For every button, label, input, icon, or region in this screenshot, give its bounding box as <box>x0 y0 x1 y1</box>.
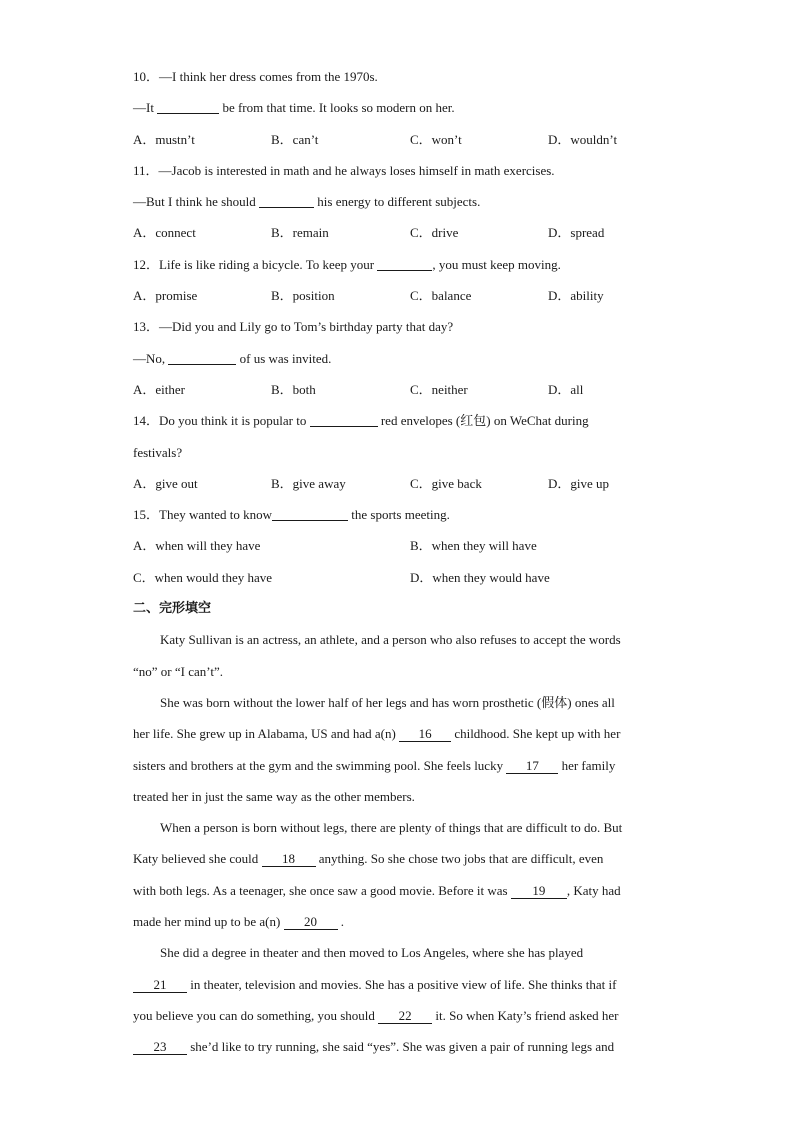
q10-option-b[interactable]: B．can’t <box>271 131 319 147</box>
passage-text: her life. She grew up in Alabama, US and had a(n) <box>133 726 396 742</box>
q12-stem <box>133 249 663 280</box>
passage-text: with both legs. As a teenager, she once saw a good movie. Before it was <box>133 882 508 898</box>
passage-p3-line2 <box>133 843 663 874</box>
cloze-blank-19[interactable]: 19 <box>511 884 567 899</box>
q11-option-a[interactable]: A．connect <box>133 225 196 241</box>
q10-line2-post: be from that time. It looks so modern on her. <box>222 100 455 116</box>
q15-stem-pre: 15．They wanted to know <box>133 507 273 523</box>
passage-text: it. So when Katy’s friend asked her <box>435 1007 619 1023</box>
q14-stem-line2-text: festivals? <box>133 444 183 460</box>
q11-line2 <box>133 186 663 217</box>
passage-p2-line4: treated her in just the same way as the other members. <box>133 788 415 804</box>
passage-text: anything. So she chose two jobs that are difficult, even <box>318 851 604 867</box>
q10-stem <box>133 61 663 92</box>
q15-option-c[interactable]: C．when would they have <box>133 569 273 585</box>
cloze-blank-21[interactable]: 21 <box>133 978 187 993</box>
cloze-blank-23[interactable]: 23 <box>133 1040 187 1055</box>
q15-option-b[interactable]: B．when they will have <box>410 538 537 554</box>
q12-option-d[interactable]: D．ability <box>548 288 604 304</box>
passage-text: childhood. She kept up with her <box>454 726 621 742</box>
cloze-blank-16[interactable]: 16 <box>399 727 451 742</box>
passage-text: her family <box>561 757 616 773</box>
q10-option-c[interactable]: C．won’t <box>410 131 462 147</box>
passage-p2-line1: She was born without the lower half of her legs and has worn prosthetic (假体) ones all <box>160 694 615 710</box>
q11-stem <box>133 155 663 186</box>
passage-text: you believe you can do something, you should <box>133 1007 375 1023</box>
passage-p2-line3 <box>133 750 663 781</box>
passage-text: sisters and brothers at the gym and the swimming pool. She feels lucky <box>133 757 504 773</box>
q14-option-d[interactable]: D．give up <box>548 475 610 491</box>
passage-text: made her mind up to be a(n) <box>133 914 281 930</box>
q13-line2-post: of us was invited. <box>239 350 332 366</box>
q14-option-a[interactable]: A．give out <box>133 475 198 491</box>
q10-option-d[interactable]: D．wouldn’t <box>548 131 618 147</box>
q13-option-a[interactable]: A．either <box>133 381 185 397</box>
cloze-blank-20[interactable]: 20 <box>284 915 338 930</box>
passage-text: in theater, television and movies. She has a positive view of life. She thinks that if <box>190 976 617 992</box>
q13-option-c[interactable]: C．neither <box>410 381 468 397</box>
q11-options <box>133 217 663 248</box>
passage-p1-line1: Katy Sullivan is an actress, an athlete, and a person who also refuses to accept the words <box>160 632 621 648</box>
q14-stem-post: red envelopes (红包) on WeChat during <box>380 413 589 429</box>
passage-text: Katy believed she could <box>133 851 259 867</box>
q15-options-row2 <box>133 562 663 593</box>
q12-stem-post: , you must keep moving. <box>432 256 561 272</box>
q10-answer-blank[interactable] <box>157 99 219 114</box>
q10-option-a[interactable]: A．mustn’t <box>133 131 195 147</box>
q15-option-a[interactable]: A．when will they have <box>133 538 261 554</box>
q13-line2 <box>133 343 663 374</box>
passage-p3-line1: When a person is born without legs, there are plenty of things that are difficult to do. But <box>160 820 623 836</box>
q14-answer-blank[interactable] <box>310 412 378 427</box>
q13-option-d[interactable]: D．all <box>548 381 584 397</box>
q11-option-c[interactable]: C．drive <box>410 225 459 241</box>
cloze-blank-17[interactable]: 17 <box>506 759 558 774</box>
passage-text: , Katy had <box>566 882 621 898</box>
q11-line2-post: his energy to different subjects. <box>317 194 481 210</box>
q11-option-b[interactable]: B．remain <box>271 225 329 241</box>
passage-p3-line3 <box>133 875 663 906</box>
q14-stem <box>133 405 663 436</box>
q10-line2-pre: —It <box>133 100 154 116</box>
passage-p4-line2 <box>133 969 663 1000</box>
q12-option-b[interactable]: B．position <box>271 288 335 304</box>
passage-p2-line2 <box>133 718 663 749</box>
q12-options <box>133 280 663 311</box>
q12-option-a[interactable]: A．promise <box>133 288 198 304</box>
q14-options <box>133 468 663 499</box>
exam-page <box>133 61 663 1063</box>
q13-stem <box>133 311 663 342</box>
q13-option-b[interactable]: B．both <box>271 381 316 397</box>
q13-stem-text: 13．—Did you and Lily go to Tom’s birthday party that day? <box>133 319 454 335</box>
q14-option-c[interactable]: C．give back <box>410 475 482 491</box>
q14-stem-pre: 14．Do you think it is popular to <box>133 413 307 429</box>
q11-line2-pre: —But I think he should <box>133 194 256 210</box>
section-title: 二、完形填空 <box>133 601 212 617</box>
passage-p4-line4 <box>133 1031 663 1062</box>
passage-p3-line4 <box>133 906 663 937</box>
q10-options <box>133 124 663 155</box>
q11-option-d[interactable]: D．spread <box>548 225 605 241</box>
q10-line2 <box>133 92 663 123</box>
q15-stem <box>133 499 663 530</box>
q12-option-c[interactable]: C．balance <box>410 288 472 304</box>
q15-options-row1 <box>133 530 663 561</box>
q13-answer-blank[interactable] <box>168 350 236 365</box>
passage-text: she’d like to try running, she said “yes”. She was given a pair of running legs and <box>190 1039 615 1055</box>
passage-p4-line3 <box>133 1000 663 1031</box>
passage-p4-line1: She did a degree in theater and then moved to Los Angeles, where she has played <box>160 945 584 961</box>
q15-option-d[interactable]: D．when they would have <box>410 569 550 585</box>
q13-options <box>133 374 663 405</box>
q11-stem-text: 11．—Jacob is interested in math and he always loses himself in math exercises. <box>133 162 555 178</box>
q11-answer-blank[interactable] <box>259 193 314 208</box>
passage-text: . <box>340 914 345 930</box>
q14-option-b[interactable]: B．give away <box>271 475 346 491</box>
q15-stem-post: the sports meeting. <box>351 507 450 523</box>
passage-p1-line2: “no” or “I can’t”. <box>133 663 223 679</box>
q13-line2-pre: —No, <box>133 350 166 366</box>
cloze-blank-18[interactable]: 18 <box>262 852 316 867</box>
q15-answer-blank[interactable] <box>272 506 348 521</box>
q14-stem-line2 <box>133 437 663 468</box>
q12-stem-pre: 12．Life is like riding a bicycle. To keep your <box>133 256 375 272</box>
q12-answer-blank[interactable] <box>377 256 432 271</box>
cloze-blank-22[interactable]: 22 <box>378 1009 432 1024</box>
q10-stem-text: 10．—I think her dress comes from the 1970s. <box>133 69 378 84</box>
